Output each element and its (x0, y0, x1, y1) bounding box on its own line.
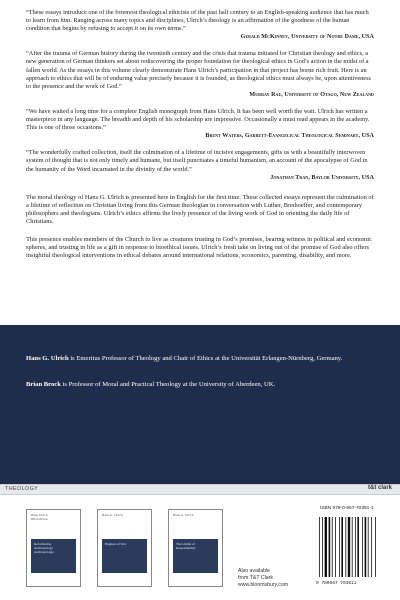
author-name: Hans G. Ulrich (26, 355, 69, 362)
endorsement (26, 50, 374, 99)
endorsement-author: Murray Rae, University of Otago, New Zealand (249, 91, 374, 98)
author-bio-text: is Professor of Moral and Practical Theology at the University of Aberdeen, UK. (60, 381, 276, 388)
related-book-panel (31, 539, 76, 573)
related-book-title: Engines of War (105, 542, 126, 546)
author-name: Brian Brock (26, 381, 61, 388)
publisher-logo: t&t clark (367, 485, 392, 491)
endorsement (26, 149, 374, 181)
endorsement-author: Jonathan Tran, Baylor University, USA (270, 174, 374, 181)
author-bio-text: is Emeritus Professor of Theology and Chair of Ethics at the Universität Erlangen-Nürnberg, Germany. (68, 355, 343, 362)
endorsement (26, 9, 374, 41)
endorsement-text: “After the trauma of German history during the twentieth century and the crisis that trauma initiated for Christian theology and ethics, a new generation of German thinkers set about rediscovering the proper foundation for theological ethics in God’s action in the midst of a fallen world. As the essays in this volume clearly demonstrate Hans Ulrich’s participation in that project has borne rich fruit. Here is an approach to ethics that will be of enduring value precisely because it is founded, as theological ethics must always be, upon attentiveness to the presence and the work of God.” (26, 50, 372, 90)
endorsement (26, 108, 374, 140)
related-book-authors: Hans G. Ulrich (102, 513, 123, 517)
back-matter (0, 495, 400, 600)
book-description: The moral theology of Hans G. Ulrich is presented here in English for the first time. These collected essays represent the culmination of a lifetime of reflection on Christian living from this German theologian in conversation with Luther, Bonhoeffer, and contemporary philosophers and theologians. Ulrich’s ethics affirms the lively presence of the living work of God in orienting the daily life of Christians. (26, 193, 374, 226)
related-book-panel (102, 539, 147, 573)
category-label: THEOLOGY (5, 486, 39, 492)
related-book-title: Reformation Anthropology Anthropologie (34, 542, 54, 554)
endorsement-author: Brent Waters, Garrett-Evangelical Theological Seminary, USA (205, 133, 374, 140)
related-book-title: The Limits of Responsibility (176, 542, 196, 550)
related-book-panel (173, 539, 218, 573)
isbn-label: ISBN 978-0-567-70381-1 (320, 506, 374, 511)
related-book-cover (97, 509, 152, 587)
also-available-line: from T&T Clark (238, 575, 273, 581)
endorsement-author: Gerald McKinney, University of Notre Dame, USA (240, 34, 374, 41)
endorsement-text: “These essays introduce one of the foremost theological ethicists of the past half century to an English-speaking audience that has much to learn from him. Ranging across many topics and disciplines, Ulrich’s theology is an affirmation of the goodness of the human condition that begins by refusing to accept it on its own terms.” (26, 9, 369, 33)
barcode-number: 9 780567 703811 (316, 581, 357, 586)
book-description: This presence enables members of the Church to live as creatures trusting in God’s promises, bearing witness in political and economic spheres, and trusting in life as a gift in response to bioethical issues. Ulrich’s fresh take on living out of the promise of God also offers insightful theological interventions in ethical debates around international relations, economics, parenting, disability, and more. (26, 235, 372, 259)
related-book-authors: Hans Ulrich Brian Brock (31, 513, 48, 521)
publisher-url: www.bloomsbury.com (238, 582, 289, 588)
category-band (0, 484, 400, 495)
endorsement-text: “The wonderfully crafted collection, itself the culmination of a lifetime of incisive engagements, gifts us with a beautifully interwoven system of thought that is not only timely and humane, but itself punctuates a timeful humanism, an account of the apocalypse of God in the humanity of the Word incarnated in the divinity of the world.” (26, 149, 368, 173)
related-book-cover (26, 509, 81, 587)
author-bio (26, 355, 376, 364)
author-bio (26, 381, 376, 390)
barcode-icon (318, 517, 378, 579)
also-available-note (238, 568, 288, 589)
related-book-cover (168, 509, 223, 587)
also-available-line: Also available (238, 568, 271, 574)
related-book-authors: Hans G. Ulrich (173, 513, 194, 517)
endorsement-text: “We have waited a long time for a complete English monograph from Hans Ulrich. It has been well worth the wait. Ulrich has written a masterpiece in any language. The breadth and depth of his scholarship are impressive. Occasionally a must read appears in the academy. This is one of those occasions.” (26, 107, 370, 132)
